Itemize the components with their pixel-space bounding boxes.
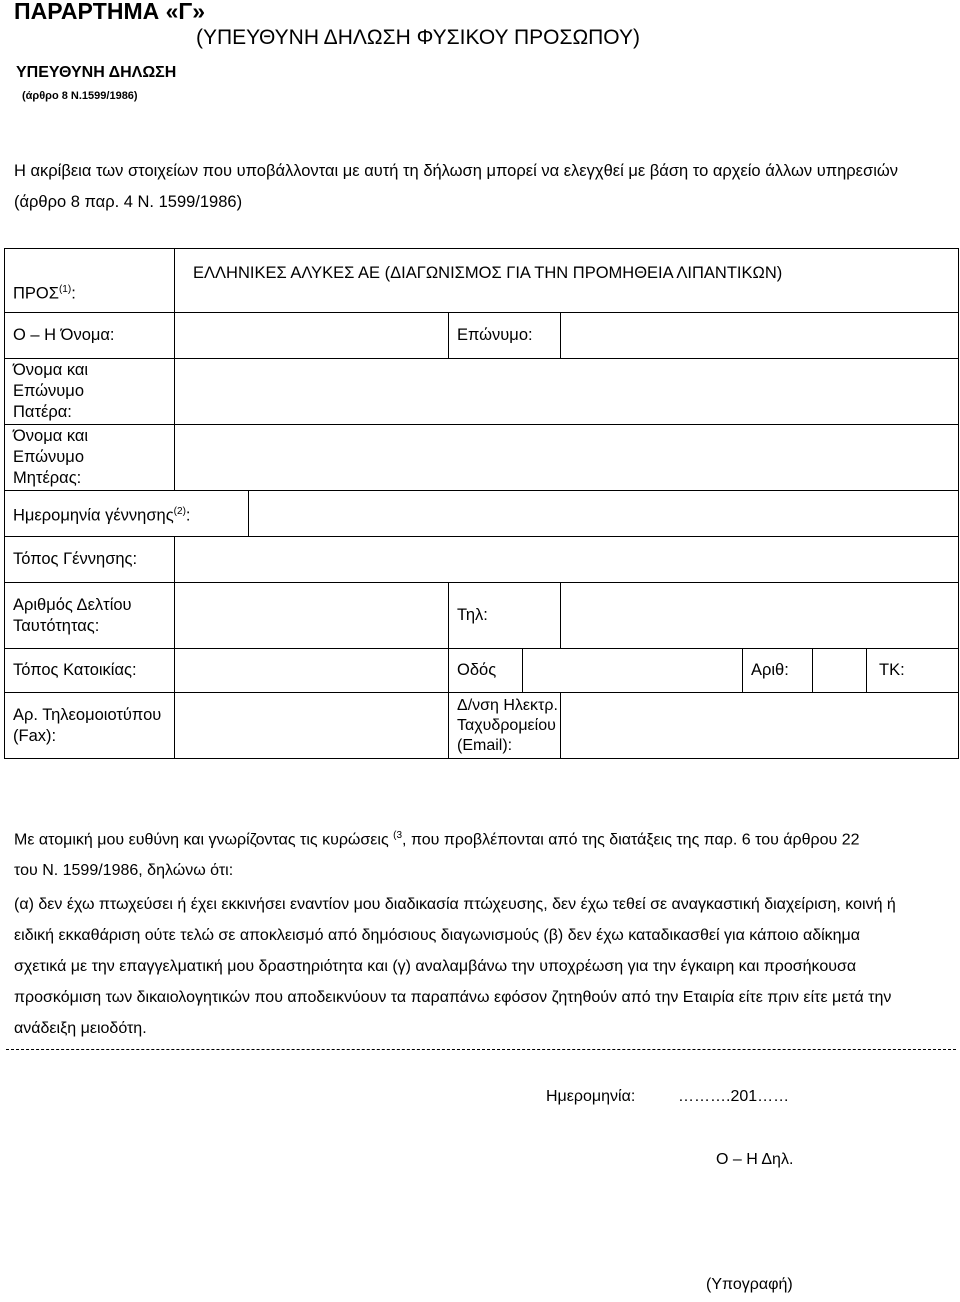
id-number-label: Αριθμός Δελτίου Ταυτότητας: bbox=[5, 583, 175, 649]
fax-label: Αρ. Τηλεομοιοτύπου (Fax): bbox=[5, 693, 175, 759]
email-label: Δ/νση Ηλεκτρ. Ταχυδρομείου (Email): bbox=[449, 693, 561, 759]
mother-name-field[interactable] bbox=[175, 425, 959, 491]
email-field[interactable] bbox=[561, 693, 959, 759]
birth-date-field[interactable] bbox=[249, 491, 959, 537]
father-name-field[interactable] bbox=[175, 359, 959, 425]
phone-field[interactable] bbox=[561, 583, 959, 649]
intro-text: Η ακρίβεια των στοιχείων που υποβάλλονται με αυτή τη δήλωση μπορεί να ελεγχθεί με βάση το αρχείο άλλων υπηρεσιών (άρθρο 8 παρ. 4 Ν. 1599/1986) bbox=[14, 162, 899, 211]
residence-field[interactable] bbox=[175, 649, 449, 693]
postal-code-label-text: ΤΚ: bbox=[879, 661, 905, 679]
declaration-title: ΥΠΕΥΘΥΝΗ ΔΗΛΩΣΗ bbox=[16, 64, 177, 81]
surname-label: Επώνυμο: bbox=[449, 313, 561, 359]
date-field[interactable]: ……….201…… bbox=[678, 1088, 790, 1105]
dashed-divider bbox=[6, 1049, 956, 1050]
sanctions-footnote: (3 bbox=[393, 830, 403, 841]
declaration-subtitle: (ΥΠΕΥΘΥΝΗ ΔΗΛΩΣΗ ΦΥΣΙΚΟΥ ΠΡΟΣΩΠΟΥ) bbox=[196, 26, 640, 49]
birth-date-footnote: (2) bbox=[173, 505, 186, 517]
declarant-label: Ο – Η Δηλ. bbox=[716, 1151, 794, 1168]
to-recipient: ΕΛΛΗΝΙΚΕΣ ΑΛΥΚΕΣ ΑΕ (ΔΙΑΓΩΝΙΣΜΟΣ ΓΙΑ ΤΗΝ ΠΡΟΜΗΘΕΙΑ ΛΙΠΑΝΤΙΚΩΝ) bbox=[175, 249, 959, 313]
father-name-label: Όνομα και Επώνυμο Πατέρα: bbox=[5, 359, 175, 425]
name-field[interactable] bbox=[175, 313, 449, 359]
surname-field[interactable] bbox=[561, 313, 959, 359]
birth-place-field[interactable] bbox=[175, 537, 959, 583]
phone-label: Τηλ: bbox=[449, 583, 561, 649]
street-label: Οδός bbox=[449, 649, 523, 693]
to-label: ΠΡΟΣ$^{(1)}$: bbox=[5, 249, 175, 313]
declaration-form bbox=[4, 248, 959, 759]
street-number-label: Αριθ: bbox=[743, 649, 813, 693]
id-number-field[interactable] bbox=[175, 583, 449, 649]
birth-date-label: Ημερομηνία γέννησης$^{(2)}$: bbox=[5, 491, 249, 537]
signature-label: (Υπογραφή) bbox=[706, 1276, 793, 1293]
law-reference: (άρθρο 8 Ν.1599/1986) bbox=[22, 90, 138, 102]
birth-place-label: Τόπος Γέννησης: bbox=[5, 537, 175, 583]
fax-field[interactable] bbox=[175, 693, 449, 759]
statement-intro: Με ατομική μου ευθύνη και γνωρίζοντας τις κυρώσεις $^{(3}$, που προβλέπονται από της διατάξεις της παρ. 6 του άρθρου 22 του Ν. 1599/1986, δηλώνω ότι: bbox=[14, 830, 860, 880]
residence-label: Τόπος Κατοικίας: bbox=[5, 649, 175, 693]
street-field[interactable] bbox=[523, 649, 743, 693]
mother-name-label: Όνομα και Επώνυμο Μητέρας: bbox=[5, 425, 175, 491]
date-label: Ημερομηνία: bbox=[546, 1088, 636, 1105]
name-label: Ο – Η Όνομα: bbox=[5, 313, 175, 359]
to-footnote: (1) bbox=[58, 283, 72, 295]
annex-title: ΠΑΡΑΡΤΗΜΑ «Γ» bbox=[14, 0, 206, 24]
statement-body: (α) δεν έχω πτωχεύσει ή έχει εκκινήσει εναντίον μου διαδικασία πτώχευσης, δεν έχω τεθεί σε αναγκαστική διαχείριση, κοινή ή ειδική εκκαθάριση ούτε τελώ σε αποκλεισμό από δημόσιους διαγωνισμούς (β) δεν έχω καταδικασθεί για κάποιο αδίκημα σχετικά με την επαγγελματική μου δραστηριότητα και (γ) αναλαμβάνω την υποχρέωση για την έγκαιρη και προσήκουσα προσκόμιση των δικαιολογητικών που αποδεικνύουν τα παραπάνω εφόσον ζητηθούν από την Εταιρία είτε πριν είτε μετά την ανάδειξη μειοδότη. bbox=[14, 896, 896, 1037]
postal-code-label bbox=[867, 649, 959, 693]
street-number-field[interactable] bbox=[813, 649, 867, 693]
